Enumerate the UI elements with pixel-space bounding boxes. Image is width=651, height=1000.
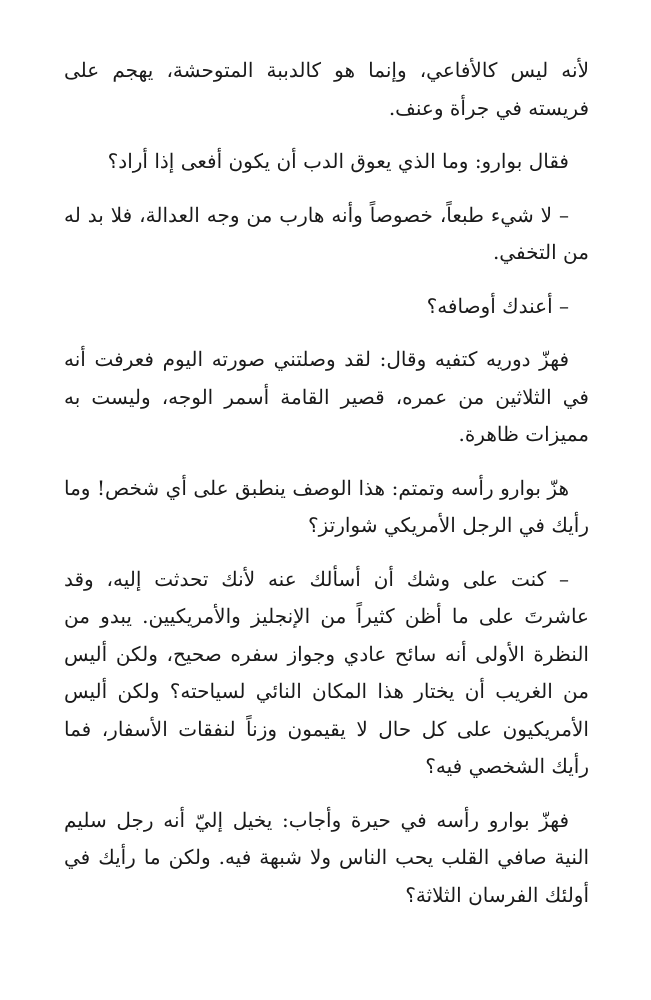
paragraph-4: – أعندك أوصافه؟ [426,293,569,318]
paragraph-2: فقال بوارو: وما الذي يعوق الدب أن يكون أفعى إذا أراد؟ [107,149,569,173]
paragraph-7: – كنت على وشك أن أسألك عنه لأنك تحدثت إليه، وقد عاشرتَ على ما أظن كثيراً من الإنجليز والأمريكيين. يبدو من النظرة الأولى أنه سائح عادي وجواز سفره صحيح، ولكن أليس من الغريب أن يختار هذا المكان النائي لسياحته؟ ولكن أليس الأمريكيون على كل حال لا يقيمون وزناً لنفقات الأسفار، فما رأيك الشخصي فيه؟ [64,566,589,778]
paragraph-5: فهزّ دوريه كتفيه وقال: لقد وصلتني صورته اليوم فعرفت أنه في الثلاثين من عمره، قصير القامة أسمر الوجه، وليست به مميزات ظاهرة. [64,347,589,446]
paragraph-8: فهزّ بوارو رأسه في حيرة وأجاب: يخيل إليّ أنه رجل سليم النية صافي القلب يحب الناس ولا شبهة فيه. ولكن ما رأيك في أولئك الفرسان الثلاثة؟ [64,807,589,907]
book-page [64,52,589,930]
paragraph-3: – لا شيء طبعاً، خصوصاً وأنه هارب من وجه العدالة، فلا بد له من التخفي. [64,202,589,264]
paragraph-6: هزّ بوارو رأسه وتمتم: هذا الوصف ينطبق على أي شخص! وما رأيك في الرجل الأمريكي شوارتز؟ [64,475,589,537]
paragraph-1: لأنه ليس كالأفاعي، وإنما هو كالدببة المتوحشة، يهجم على فريسته في جرأة وعنف. [64,58,589,120]
